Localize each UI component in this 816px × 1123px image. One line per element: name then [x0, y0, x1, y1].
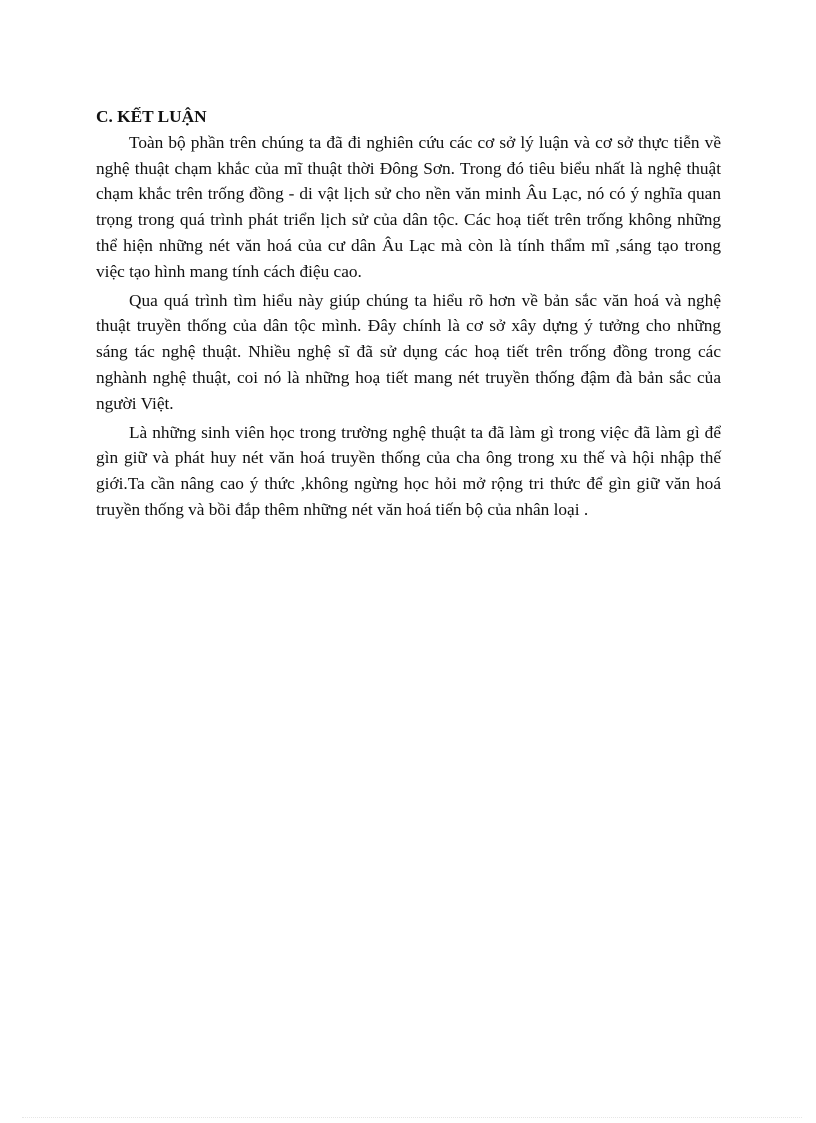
section-heading: C. KẾT LUẬN: [96, 107, 207, 126]
paragraph-1: Toàn bộ phần trên chúng ta đã đi nghiên cứu các cơ sở lý luận và cơ sở thực tiễn về nghệ thuật chạm khắc của mĩ thuật thời Đông Sơn. Trong đó tiêu biểu nhất là nghệ thuật chạm khắc trên trống đồng - di vật lịch sử cho nền văn minh Âu Lạc, nó có ý nghĩa quan trọng trong quá trình phát triển lịch sử của dân tộc. Các hoạ tiết trên trống không những thể hiện những nét văn hoá của cư dân Âu Lạc mà còn là tính thẩm mĩ ,sáng tạo trong việc tạo hình mang tính cách điệu cao.: [96, 132, 721, 281]
page-bottom-divider: [22, 1117, 802, 1118]
document-body: [96, 104, 721, 526]
paragraph-3: Là những sinh viên học trong trường nghệ thuật ta đã làm gì trong việc đã làm gì để gìn giữ và phát huy nét văn hoá truyền thống của cha ông trong xu thế và hội nhập thế giới.Ta cần nâng cao ý thức ,không ngừng học hỏi mở rộng tri thức để gìn giữ văn hoá truyền thống và bồi đắp thêm những nét văn hoá tiến bộ của nhân loại .: [96, 422, 721, 519]
paragraph-2: Qua quá trình tìm hiểu này giúp chúng ta hiểu rõ hơn về bản sắc văn hoá và nghệ thuật truyền thống của dân tộc mình. Đây chính là cơ sở xây dựng ý tưởng cho những sáng tác nghệ thuật. Nhiều nghệ sĩ đã sử dụng các hoạ tiết trên trống đồng trong các nghành nghệ thuật, coi nó là những hoạ tiết mang nét truyền thống đậm đà bản sắc của người Việt.: [96, 290, 721, 413]
